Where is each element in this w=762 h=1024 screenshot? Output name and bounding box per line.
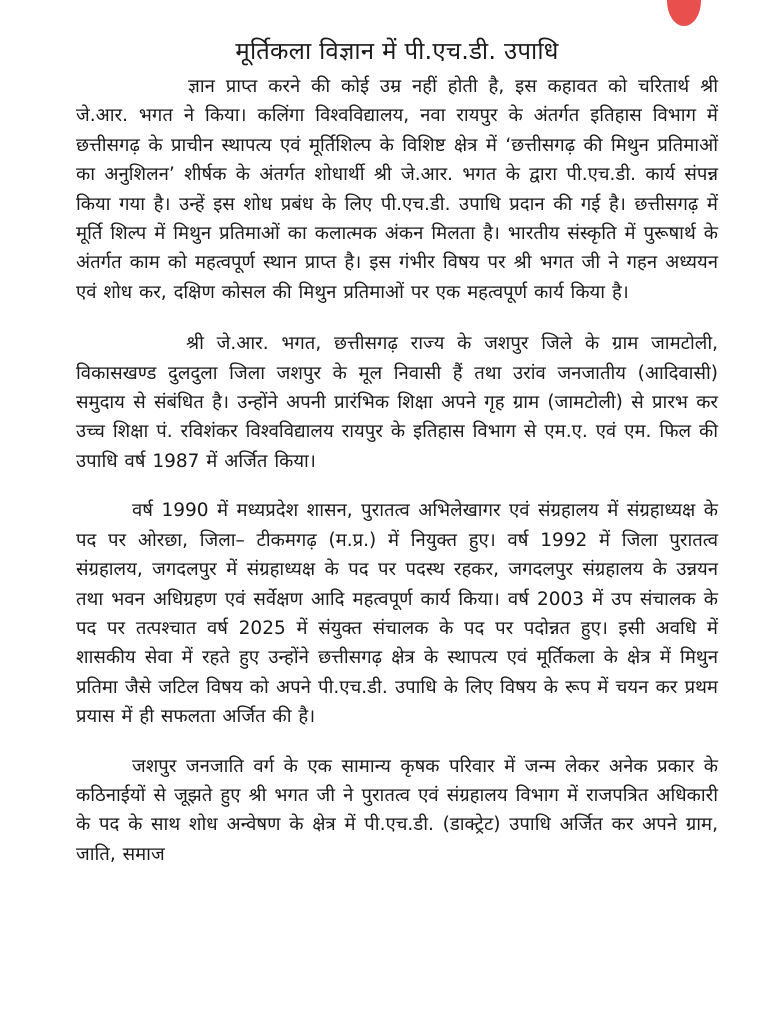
paragraph-career: वर्ष 1990 में मध्यप्रदेश शासन, पुरातत्व अभिलेखागर एवं संग्रहालय में संग्रहाध्यक्ष के पद पर ओरछा, जिला– टीकमगढ़ (म.प्र.) में नियुक्त हुए। वर्ष 1992 में जिला पुरातत्व संग्रहालय, जगदलपुर में संग्रहाध्यक्ष के पद पर पदस्थ रहकर, जगदलपुर संग्रहालय के उन्नयन तथा भवन अधिग्रहण एवं सर्वेक्षण आदि महत्वपूर्ण कार्य किया। वर्ष 2003 में उप संचालक के पद पर तत्पश्चात वर्ष 2025 में संयुक्त संचालक के पद पर पदोन्नत हुए। इसी अवधि में शासकीय सेवा में रहते हुए उन्होंने छत्तीसगढ़ क्षेत्र के स्थापत्य एवं मूर्तिकला के क्षेत्र में मिथुन प्रतिमा जैसे जटिल विषय को अपने पी.एच.डी. उपाधि के लिए विषय के रूप में चयन कर प्रथम प्रयास में ही सफलता अर्जित की है।: [76, 500, 718, 728]
document-page: [76, 34, 718, 869]
paragraph-intro: ज्ञान प्राप्त करने की कोई उम्र नहीं होती है, इस कहावत को चरितार्थ श्री जे.आर. भगत ने किया। कलिंगा विश्वविद्यालय, नवा रायपुर के अंतर्गत इतिहास विभाग में छत्तीसगढ़ के प्राचीन स्थापत्य एवं मूर्तिशिल्प के विशिष्ट क्षेत्र में ‘छत्तीसगढ़ की मिथुन प्रतिमाओं का अनुशिलन’ शीर्षक के अंतर्गत शोधार्थी श्री जे.आर. भगत के द्वारा पी.एच.डी. कार्य संपन्न किया गया है। उन्हें इस शोध प्रबंध के लिए पी.एच.डी. उपाधि प्रदान की गई है। छत्तीसगढ़ में मूर्ति शिल्प में मिथुन प्रतिमाओं का कलात्मक अंकन मिलता है। भारतीय संस्कृति में पुरूषार्थ के अंतर्गत काम को महत्वपूर्ण स्थान प्राप्त है। इस गंभीर विषय पर श्री भगत जी ने गहन अध्ययन एवं शोध कर, दक्षिण कोसल की मिथुन प्रतिमाओं पर एक महत्वपूर्ण कार्य किया है।: [76, 76, 718, 303]
paragraph-background: श्री जे.आर. भगत, छत्तीसगढ़ राज्य के जशपुर जिले के ग्राम जामटोली, विकासखण्ड दुलदुला जिला जशपुर के मूल निवासी हैं तथा उरांव जनजातीय (आदिवासी) समुदाय से संबंधित है। उन्होंने अपनी प्रारंभिक शिक्षा अपने गृह ग्राम (जामटोली) से प्रारभ कर उच्च शिक्षा पं. रविशंकर विश्वविद्यालय रायपुर के इतिहास विभाग से एम.ए. एवं एम. फिल की उपाधि वर्ष 1987 में अर्जित किया।: [76, 333, 718, 472]
paragraph-achievement: जशपुर जनजाति वर्ग के एक सामान्य कृषक परिवार में जन्म लेकर अनेक प्रकार के कठिनाईयों से जूझते हुए श्री भगत जी ने पुरातत्व एवं संग्रहालय विभाग में राजपत्रित अधिकारी के पद के साथ शोध अन्वेषण के क्षेत्र में पी.एच.डी. (डाक्ट्रेट) उपाधि अर्जित कर अपने ग्राम, जाति, समाज: [76, 755, 718, 865]
corner-red-mark: [667, 0, 701, 26]
page-title: मूर्तिकला विज्ञान में पी.एच.डी. उपाधि: [235, 37, 559, 65]
